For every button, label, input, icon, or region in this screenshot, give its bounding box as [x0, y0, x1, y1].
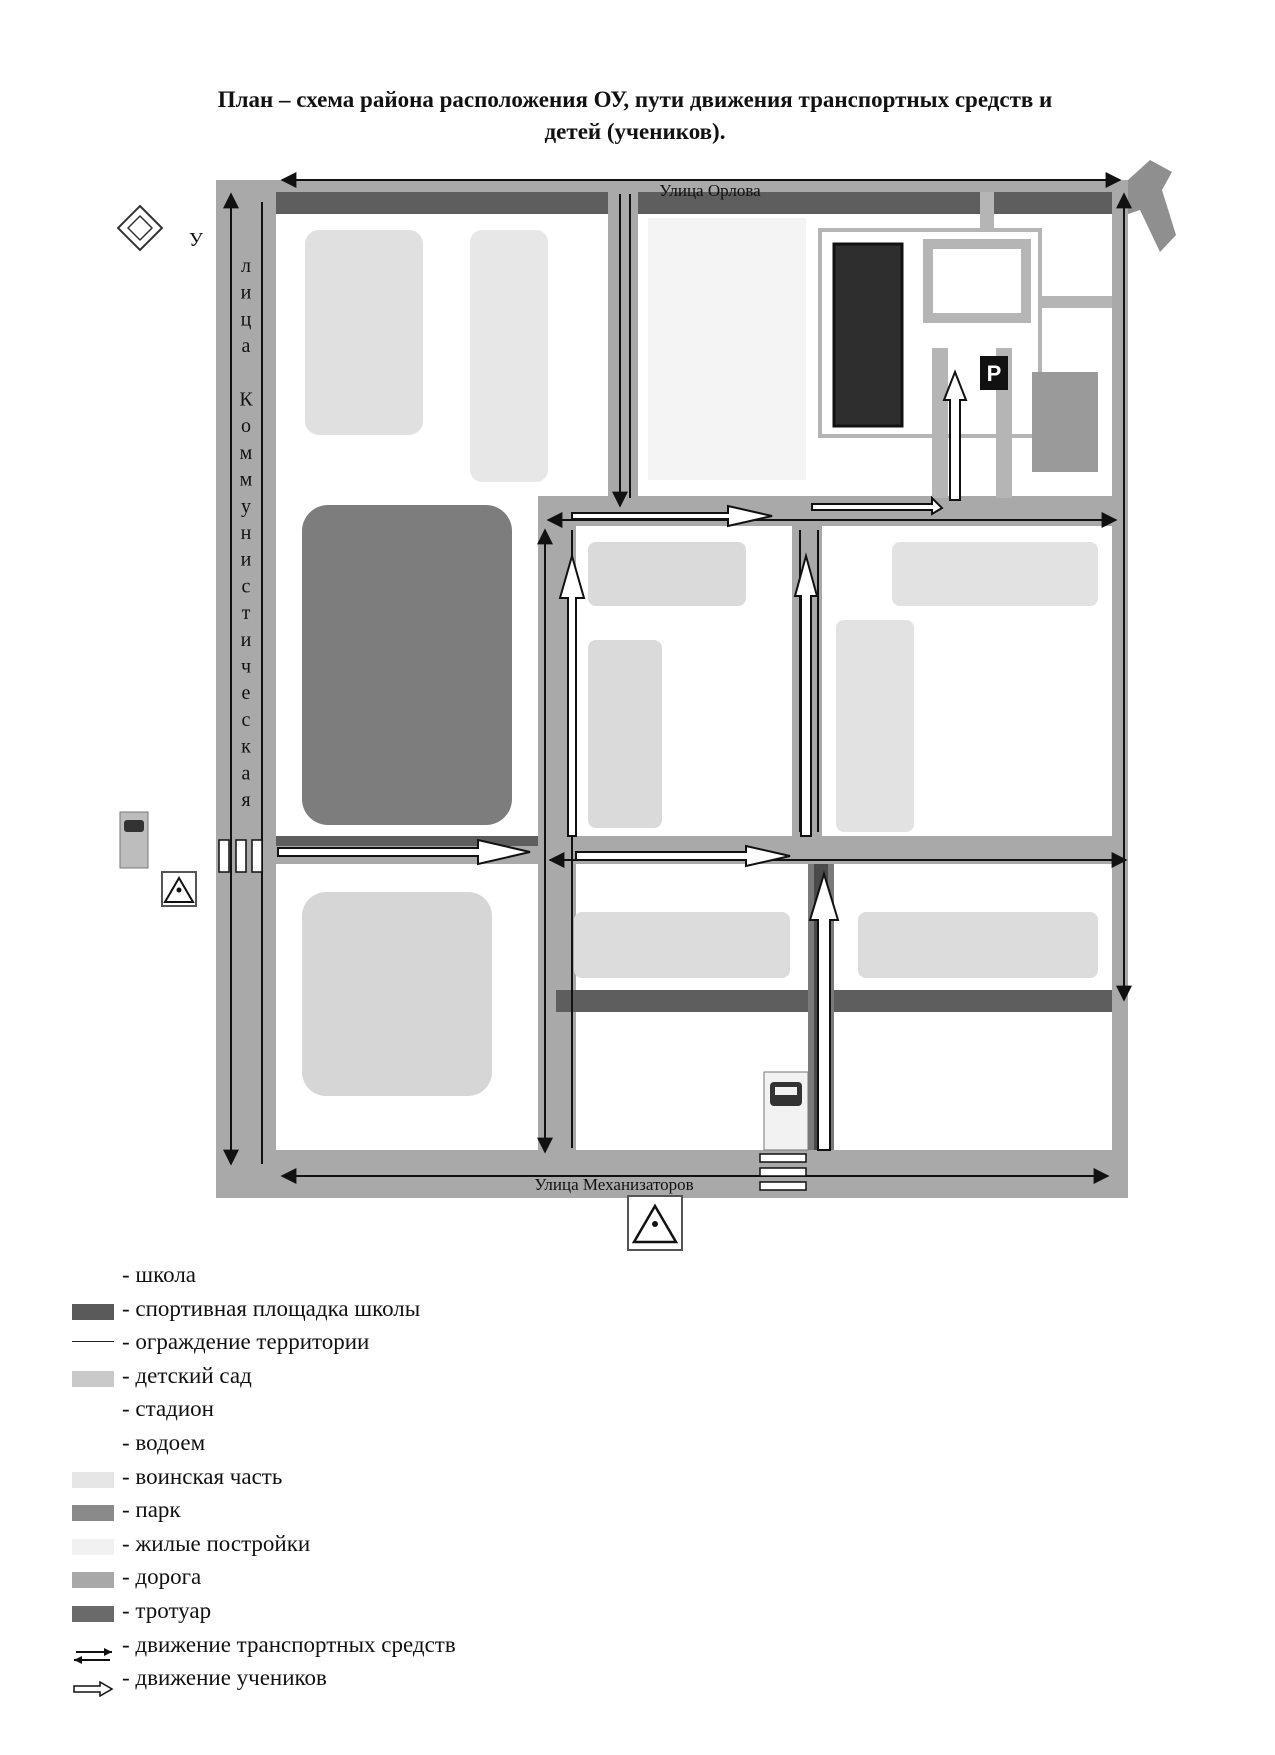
- legend-swatch: [72, 1472, 114, 1488]
- park: [302, 505, 512, 825]
- school-building: [928, 244, 1026, 318]
- crosswalk-sign-left-icon: [162, 872, 196, 906]
- residential-block-7: [574, 912, 790, 978]
- legend-swatch: [72, 1673, 114, 1689]
- residential-block-2: [470, 230, 548, 482]
- legend-label: - парк: [122, 1497, 181, 1523]
- street-label-bottom: Улица Механизаторов: [534, 1175, 694, 1194]
- legend-label: - школа: [122, 1262, 197, 1287]
- parking-lot: [1032, 372, 1098, 472]
- street-label-left-char: м: [239, 468, 253, 491]
- street-label-left-char: у: [241, 495, 251, 518]
- legend-swatch: [72, 1404, 114, 1420]
- street-label-left-char: к: [241, 735, 251, 758]
- zebra-bottom-1: [760, 1154, 806, 1162]
- street-label-left-char: и: [240, 628, 252, 651]
- legend-item: [72, 1594, 772, 1628]
- military-block: [648, 218, 806, 480]
- bus-stop-bottom-icon: [764, 1072, 808, 1150]
- legend-swatch: [72, 1640, 114, 1656]
- street-label-left-char: т: [241, 602, 251, 625]
- legend: [72, 1258, 772, 1695]
- school-path-top: [980, 192, 994, 232]
- parking-sign-letter: P: [986, 361, 1002, 386]
- legend-item: [72, 1493, 772, 1527]
- legend-swatch: [72, 1539, 114, 1555]
- street-label-left-initial: У: [188, 229, 204, 251]
- street-label-top: Улица Орлова: [659, 181, 761, 200]
- legend-label: - движение транспортных средств: [122, 1631, 456, 1657]
- legend-swatch: [72, 1606, 114, 1622]
- legend-item: [72, 1628, 772, 1662]
- legend-item: [72, 1292, 772, 1326]
- diagonal-road: [1128, 160, 1176, 252]
- zebra-left-1: [219, 840, 229, 872]
- street-label-left-char: о: [241, 415, 251, 438]
- title-line-2: детей (учеников).: [544, 119, 726, 144]
- legend-swatch: [72, 1341, 114, 1342]
- kindergarten-1: [302, 892, 492, 1096]
- residential-block-6: [836, 620, 914, 832]
- street-label-left-char: ц: [240, 308, 252, 331]
- title-line-1: План – схема района расположения ОУ, пути движения транспортных средств и: [217, 87, 1053, 112]
- residential-block-1: [305, 230, 423, 435]
- legend-label: - детский сад: [122, 1362, 252, 1388]
- street-label-left-char: с: [241, 708, 251, 731]
- legend-item: [72, 1661, 772, 1695]
- street-label-left-char: и: [240, 281, 252, 304]
- street-label-left-char: а: [241, 762, 251, 785]
- legend-label: - жилые постройки: [122, 1530, 311, 1556]
- legend-swatch: [72, 1304, 114, 1320]
- legend-swatch: [72, 1505, 114, 1521]
- legend-label: - спортивная площадка школы: [122, 1295, 421, 1321]
- legend-item: [72, 1392, 772, 1426]
- legend-label: - стадион: [122, 1396, 214, 1422]
- street-label-left-char: н: [240, 522, 252, 544]
- bus-stop-left-icon: [120, 812, 148, 868]
- bottom-road: [276, 1150, 1128, 1198]
- residential-block-4: [588, 640, 662, 828]
- road-mid-vertical-top: [608, 192, 638, 498]
- residential-block-3: [588, 542, 746, 606]
- sports-field: [834, 244, 902, 426]
- street-label-left-char: и: [240, 548, 252, 571]
- street-label-left-char: ч: [240, 655, 252, 678]
- street-label-left-char: я: [241, 789, 251, 811]
- legend-label: - ограждение территории: [122, 1329, 370, 1355]
- legend-swatch: [72, 1270, 114, 1286]
- residential-block-5: [892, 542, 1098, 606]
- legend-item: [72, 1325, 772, 1359]
- legend-label: - воинская часть: [122, 1463, 283, 1489]
- street-label-left-char: с: [241, 575, 251, 598]
- zebra-bottom-2: [760, 1168, 806, 1176]
- legend-item: [72, 1359, 772, 1393]
- street-label-left-char: л: [241, 255, 251, 277]
- legend-item: [72, 1460, 772, 1494]
- zebra-bottom-3: [760, 1182, 806, 1190]
- residential-block-8: [858, 912, 1098, 978]
- legend-label: - движение учеников: [122, 1665, 327, 1691]
- zebra-left-3: [252, 840, 262, 872]
- legend-item: [72, 1527, 772, 1561]
- legend-item: [72, 1258, 772, 1292]
- school-path-down-1: [932, 348, 948, 498]
- street-label-left-char: а: [241, 335, 251, 358]
- school-path-right: [1040, 296, 1112, 308]
- legend-item: [72, 1426, 772, 1460]
- street-label-left-char: м: [239, 441, 253, 464]
- legend-label: - тротуар: [122, 1597, 212, 1623]
- legend-swatch: [72, 1371, 114, 1387]
- legend-item: [72, 1560, 772, 1594]
- street-label-left-char: К: [239, 388, 253, 411]
- priority-road-sign-icon: [118, 206, 162, 250]
- legend-swatch: [72, 1572, 114, 1588]
- legend-label: - водоем: [122, 1429, 206, 1455]
- zebra-left-2: [236, 840, 246, 872]
- legend-label: - дорога: [122, 1564, 202, 1590]
- legend-swatch: [72, 1438, 114, 1454]
- crosswalk-sign-bottom-icon: [628, 1196, 682, 1250]
- street-label-left-char: е: [241, 682, 251, 705]
